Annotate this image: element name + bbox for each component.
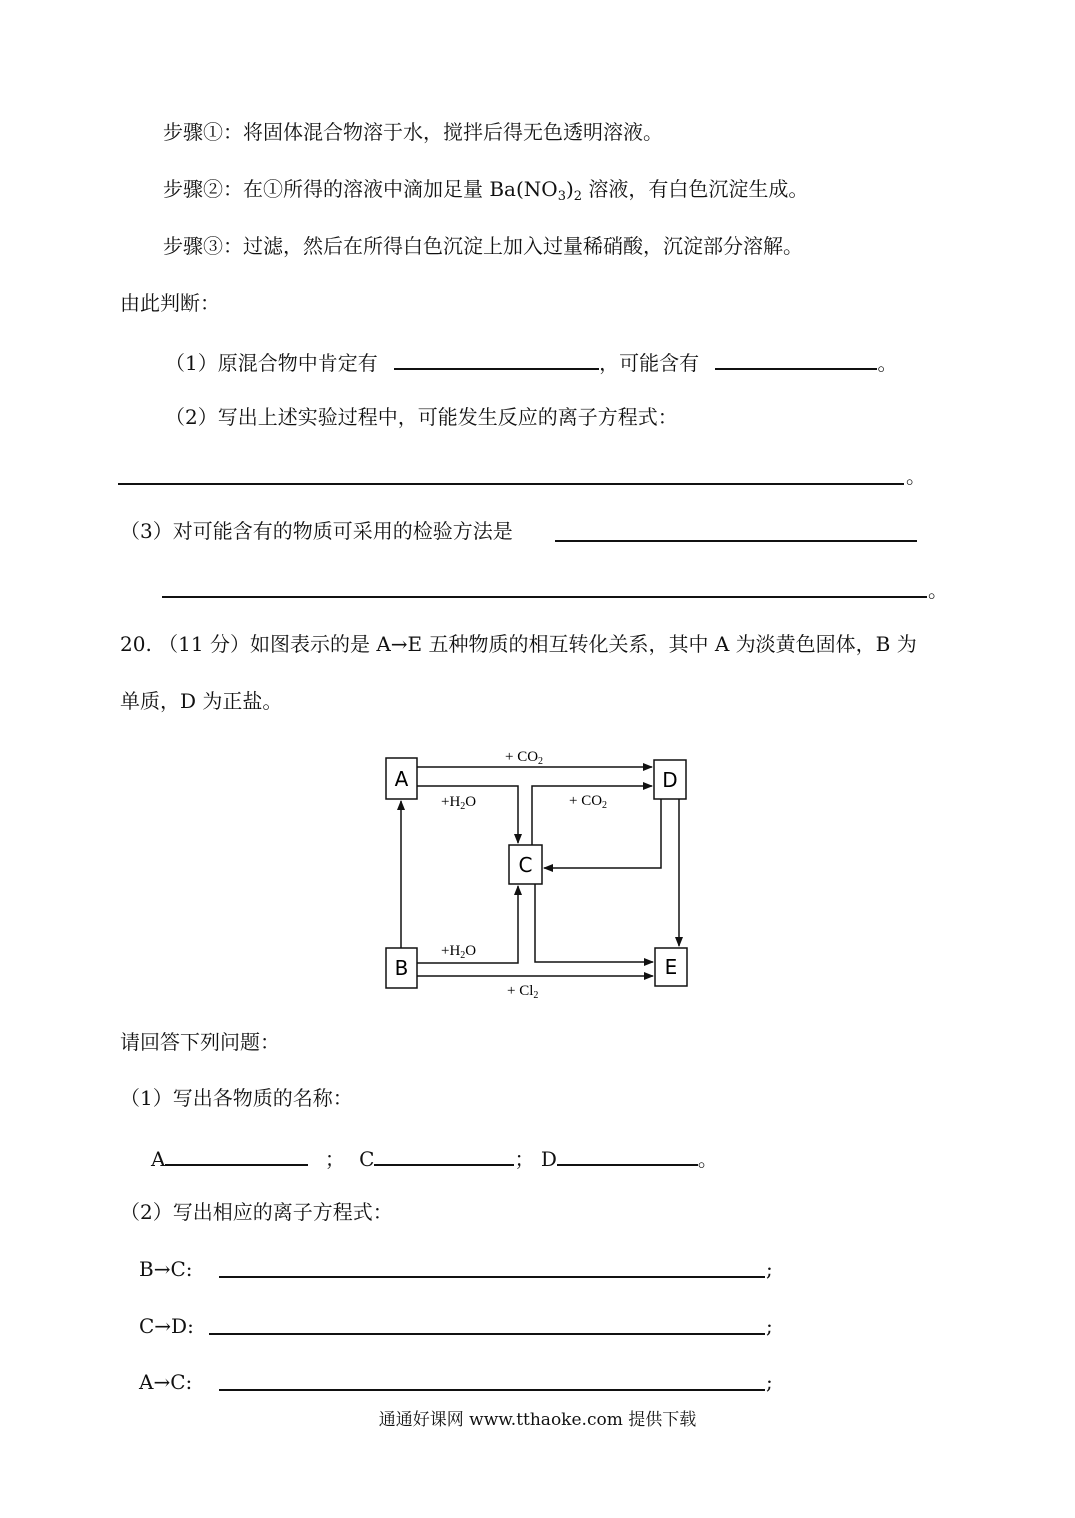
- svg-text:A: A: [394, 767, 409, 791]
- page-footer: 通通好课网 www.tthaoke.com 提供下载: [378, 1410, 697, 1430]
- eq-b-c-label: B→C:: [139, 1257, 193, 1281]
- node-c: [509, 845, 542, 884]
- step-1: 步骤①：将固体混合物溶于水，搅拌后得无色透明溶液。: [163, 120, 663, 144]
- svg-text:E: E: [664, 955, 678, 979]
- step-3: 步骤③：过滤，然后在所得白色沉淀上加入过量稀硝酸，沉淀部分溶解。: [163, 234, 803, 258]
- answer-blank-d[interactable]: [557, 1142, 698, 1166]
- q20-names-row: A ； C ； D 。: [151, 1142, 718, 1173]
- node-b: [386, 948, 417, 988]
- q19-part3: （3）对可能含有的物质可采用的检验方法是: [120, 519, 513, 543]
- node-a: [386, 758, 417, 799]
- label-a-d: + $CO_2$: [505, 749, 544, 767]
- q19-part2-end: 。: [906, 464, 926, 488]
- eq-b-c-end: ;: [766, 1257, 773, 1281]
- q19-part1: （1）原混合物中肯定有 ，可能含有 。: [165, 346, 897, 377]
- judge-heading: 由此判断：: [120, 291, 220, 315]
- answer-blank-c[interactable]: [374, 1142, 514, 1166]
- label-a-c: $+H_2O$: [441, 794, 477, 812]
- q20-answer-prompt: 请回答下列问题：: [120, 1030, 280, 1054]
- label-b-c: $+H_2O$: [441, 943, 477, 961]
- eq-a-c-label: A→C:: [139, 1370, 193, 1394]
- q19-part2: （2）写出上述实验过程中，可能发生反应的离子方程式：: [165, 405, 678, 429]
- svg-text:B: B: [394, 956, 409, 980]
- eq-a-c-end: ;: [766, 1370, 773, 1394]
- svg-text:C: C: [518, 853, 533, 877]
- answer-blank-a[interactable]: [165, 1142, 308, 1166]
- svg-text:D: D: [662, 768, 678, 792]
- answer-blank-a-c[interactable]: [219, 1389, 765, 1391]
- q20-stem-line1: 20. （11 分）如图表示的是 A→E 五种物质的相互转化关系，其中 A 为淡黄色固体，B 为: [120, 632, 917, 656]
- answer-blank-b-c[interactable]: [219, 1276, 765, 1278]
- node-d: [654, 760, 686, 799]
- node-e: [655, 948, 687, 986]
- eq-c-d-label: C→D:: [139, 1314, 194, 1338]
- q20-part2: （2）写出相应的离子方程式：: [120, 1200, 393, 1224]
- answer-blank-c-d[interactable]: [209, 1333, 765, 1335]
- label-b-e: + $Cl_2$: [507, 983, 539, 1001]
- label-c-d: + $CO_2$: [569, 793, 608, 811]
- step-2: 步骤②：在①所得的溶液中滴加足量 $Ba(NO_3)_2$ 溶液，有白色沉淀生成。: [163, 177, 809, 204]
- q20-stem-line2: 单质，D 为正盐。: [120, 689, 283, 713]
- edge-c-e: [535, 884, 653, 962]
- q19-part3-end: 。: [928, 578, 948, 602]
- eq-c-d-end: ;: [766, 1314, 773, 1338]
- q20-part1: （1）写出各物质的名称：: [120, 1086, 353, 1110]
